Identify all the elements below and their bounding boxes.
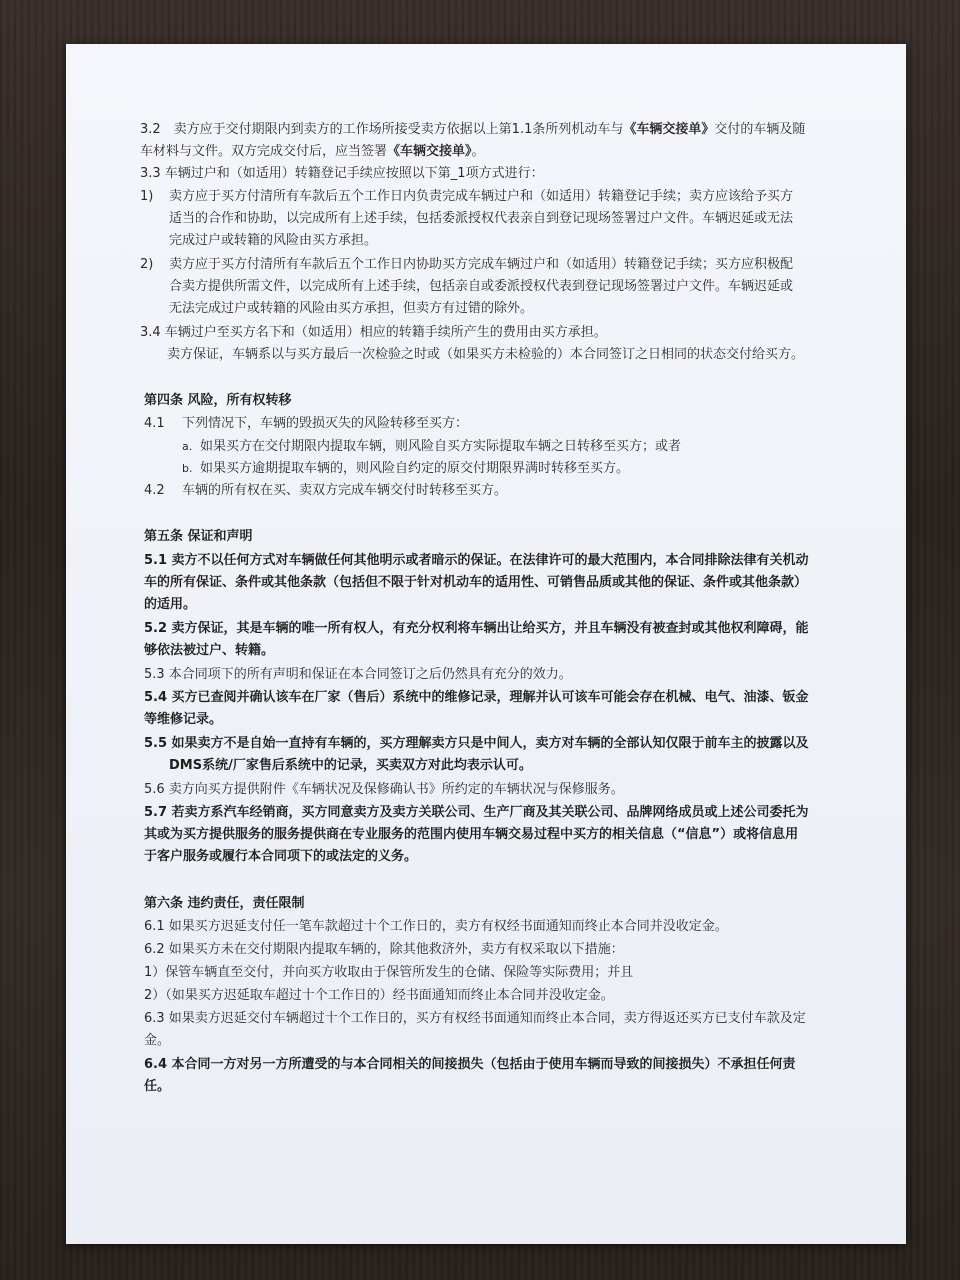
clause-3-4: 3.4 车辆过户至买方名下和（如适用）相应的转籍手续所产生的费用由买方承担。 (140, 325, 607, 340)
clause-5-7-line: 其或为买方提供服务的服务提供商在专业服务的范围内使用车辆交易过程中买方的相关信息（“信息”）或将信息用 (144, 827, 799, 842)
clause-4-2-number: 4.2 (144, 483, 165, 498)
clause-5-7-line: 5.7 若卖方系汽车经销商，买方同意卖方及卖方关联公司、生产厂商及其关联公司、品牌网络成员或上述公司委托为 (144, 805, 809, 820)
clause-5-4-line: 5.4 买方已查阅并确认该车在厂家（售后）系统中的维修记录，理解并认可该车可能会存在机械、电气、油漆、钣金 (144, 690, 809, 705)
item-a-letter: a. (182, 440, 193, 453)
item-b-letter: b. (182, 462, 193, 475)
clause-4-1: 下列情况下，车辆的毁损灭失的风险转移至买方： (182, 416, 469, 431)
clause-5-2-line: 够依法被过户、转籍。 (144, 643, 275, 658)
section-6-heading: 第六条 违约责任，责任限制 (144, 896, 305, 911)
clause-5-4-line: 等维修记录。 (144, 712, 223, 727)
item-1-line: 完成过户或转籍的风险由买方承担。 (169, 233, 378, 248)
clause-6-4-line: 6.4 本合同一方对另一方所遭受的与本合同相关的间接损失（包括由于使用车辆而导致的间接损失）不承担任何责 (144, 1057, 796, 1072)
clause-3-2-line-1: 3.2 卖方应于交付期限内到卖方的工作场所接受卖方依据以上第1.1条所列机动车与《车辆交接单》交付的车辆及随 (140, 122, 806, 137)
clause-6-2: 6.2 如果买方未在交付期限内提取车辆的，除其他救济外，卖方有权采取以下措施： (144, 942, 624, 957)
clause-3-2-line-2: 车材料与文件。双方完成交付后，应当签署《车辆交接单》。 (140, 144, 485, 159)
clause-5-5-line: 5.5 如果卖方不是自始一直持有车辆的，买方理解卖方只是中间人，卖方对车辆的全部认知仅限于前车主的披露以及 (144, 736, 809, 751)
clause-5-7-line: 于客户服务或履行本合同项下的或法定的义务。 (144, 849, 418, 864)
item-2-line: 合卖方提供所需文件，以完成所有上述手续，包括亲自或委派授权代表到登记现场签署过户文件。车辆迟延或 (169, 279, 794, 294)
item-2-number: 2) (140, 257, 154, 272)
clause-6-3-line: 金。 (144, 1033, 171, 1048)
clause-5-1-line: 5.1 卖方不以任何方式对车辆做任何其他明示或者暗示的保证。在法律许可的最大范围内，本合同排除法律有关机动 (144, 553, 809, 568)
clause-6-3-line: 6.3 如果卖方迟延交付车辆超过十个工作日的，买方有权经书面通知而终止本合同，卖方得返还买方已支付车款及定 (144, 1011, 806, 1026)
clause-5-1-line: 的适用。 (144, 597, 197, 612)
section-5-heading: 第五条 保证和声明 (144, 529, 253, 544)
clause-5-1-line: 车的所有保证、条件或其他条款（包括但不限于针对机动车的适用性、可销售品质或其他的保证、条件或其他条款） (144, 575, 808, 590)
clause-6-2-measure-2: 2）（如果买方迟延取车超过十个工作日的）经书面通知而终止本合同并没收定金。 (144, 988, 614, 1003)
clause-6-4-line: 任。 (144, 1079, 171, 1094)
clause-4-2: 车辆的所有权在买、卖双方完成车辆交付时转移至买方。 (182, 483, 508, 498)
contract-page (66, 44, 906, 1244)
clause-6-1: 6.1 如果买方迟延支付任一笔车款超过十个工作日的，卖方有权经书面通知而终止本合同并没收定金。 (144, 919, 728, 934)
item-2-line: 无法完成过户或转籍的风险由买方承担，但卖方有过错的除外。 (169, 301, 534, 316)
clause-3-4-warranty: 卖方保证，车辆系以与买方最后一次检验之时或（如果买方未检验的）本合同签订之日相同的状态交付给买方。 (167, 347, 805, 362)
clause-5-3: 5.3 本合同项下的所有声明和保证在本合同签订之后仍然具有充分的效力。 (144, 667, 572, 682)
item-2-line: 卖方应于买方付清所有车款后五个工作日内协助买方完成车辆过户和（如适用）转籍登记手续；买方应积极配 (169, 257, 794, 272)
clause-4-1-number: 4.1 (144, 416, 165, 431)
clause-5-5-line: DMS系统/厂家售后系统中的记录，买卖双方对此均表示认可。 (169, 758, 532, 773)
item-1-line: 适当的合作和协助，以完成所有上述手续，包括委派授权代表亲自到登记现场签署过户文件。车辆迟延或无法 (169, 211, 794, 226)
clause-5-2-line: 5.2 卖方保证，其是车辆的唯一所有权人，有充分权利将车辆出让给买方，并且车辆没有被查封或其他权利障碍，能 (144, 621, 809, 636)
item-b-text: 如果买方逾期提取车辆的，则风险自约定的原交付期限界满时转移至买方。 (200, 461, 630, 476)
clause-5-6: 5.6 卖方向买方提供附件《车辆状况及保修确认书》所约定的车辆状况与保修服务。 (144, 782, 624, 797)
clause-6-2-measure-1: 1）保管车辆直至交付，并向买方收取由于保管所发生的仓储、保险等实际费用；并且 (144, 965, 634, 980)
item-1-line: 卖方应于买方付清所有车款后五个工作日内负责完成车辆过户和（如适用）转籍登记手续；卖方应该给予买方 (169, 189, 794, 204)
item-a-text: 如果买方在交付期限内提取车辆，则风险自买方实际提取车辆之日转移至买方；或者 (200, 439, 682, 454)
section-4-heading: 第四条 风险，所有权转移 (144, 393, 292, 408)
item-1-number: 1) (140, 189, 154, 204)
clause-3-3: 3.3 车辆过户和（如适用）转籍登记手续应按照以下第_1项方式进行： (140, 166, 544, 181)
